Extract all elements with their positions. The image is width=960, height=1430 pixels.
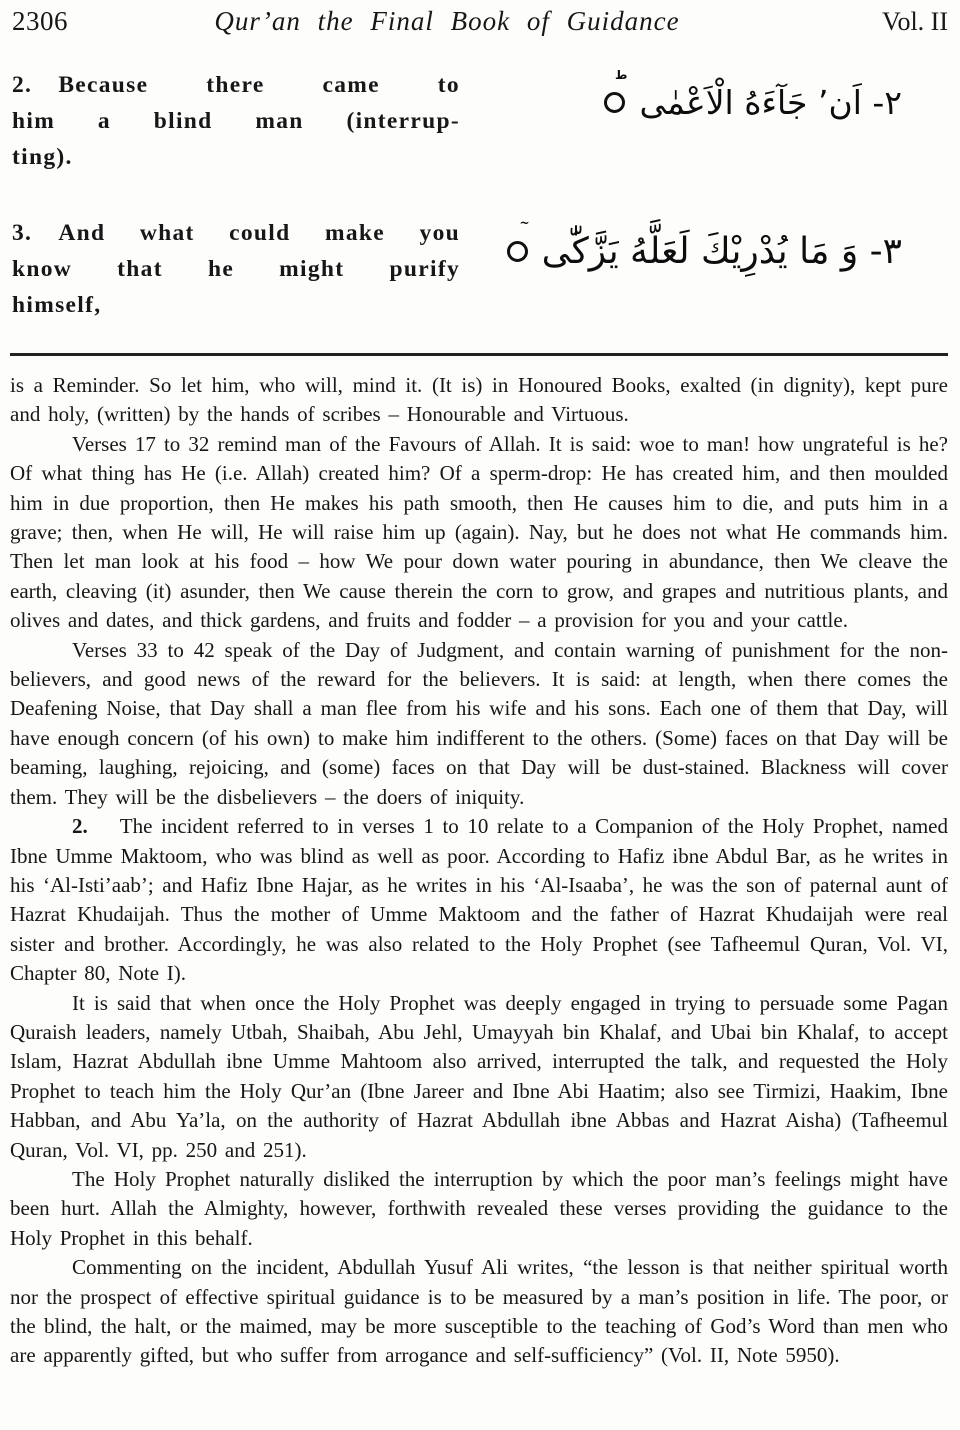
verse-3-arabic [507, 216, 948, 272]
verse-line: ting). [12, 144, 73, 170]
paragraph-text: The Holy Prophet naturally disliked the interruption by which the poor man’s feelings might have been hurt. Allah the Almighty, however, forthwith revealed these verses providing the guidance to the Holy Prophet in this behalf. [10, 1166, 948, 1250]
paragraph-text: Verses 33 to 42 speak of the Day of Judgment, and contain warning of punishment for the non-believers, and good news of the reward for the believers. It is said: at length, when there comes the Deafening Noise, that Day shall a man flee from his wife and his sons. Each one of them that Day, will have enough concern (of his own) to make him indifferent to the others. (Some) faces on that Day will be beaming, laughing, rejoicing, and (some) faces on that Day will be dust-stained. Blackness will cover them. They will be the disbelievers – the doers of iniquity. [10, 637, 948, 809]
waqf-mark: ط [614, 68, 628, 82]
ayah-ring-icon [507, 241, 528, 262]
paragraph [10, 371, 948, 430]
book-title: Qur’an the Final Book of Guidance [214, 6, 680, 36]
verse-line: know that he might purify [12, 256, 460, 282]
note-number: 2. [72, 814, 88, 839]
verse-line: himself, [12, 292, 102, 318]
ayah-ring-icon [604, 92, 625, 113]
paragraph-text: is a Reminder. So let him, who will, mind it. (It is) in Honoured Books, exalted (in dignity), kept pure and holy, (written) by the hands of scribes – Honourable and Virtuous. [10, 373, 948, 427]
verse-row-3 [0, 215, 960, 323]
paragraph [10, 1165, 948, 1253]
verse-2-arabic [604, 68, 948, 122]
ayah-end-icon [507, 216, 530, 272]
paragraph [10, 812, 948, 988]
paragraph [10, 989, 948, 1165]
verse-line: him a blind man (interrup- [12, 108, 460, 134]
paragraph-text: The incident referred to in verses 1 to 10 relate to a Companion of the Holy Prophet, named Ibne Umme Maktoom, who was blind as well as poor. According to Hafiz ibne Abdul Bar, as he writes in his ‘Al-Isti’aab’; and Hafiz Ibne Hajar, as he writes in his ‘Al-Isaaba’, he was the son of paternal aunt of Hazrat Khudaijah. Thus the mother of Umme Maktoom and the father of Hazrat Khudaijah were real sister and brother. Accordingly, he was also related to the Holy Prophet (see Tafheemul Quran, Vol. VI, Chapter 80, Note I). [10, 814, 948, 986]
paragraph [10, 430, 948, 636]
verse-2-english [12, 67, 460, 175]
volume-label: Vol. II [882, 7, 948, 36]
page-number: 2306 [12, 6, 68, 36]
verse-3-english [12, 215, 460, 323]
verse-row-2 [0, 67, 960, 175]
waqf-mark: ~ [519, 216, 530, 230]
arabic-text: ٣- وَ مَا يُدْرِيْكَ لَعَلَّهُ يَزَّكّٰى [541, 231, 902, 272]
paragraph-text: Verses 17 to 32 remind man of the Favours of Allah. It is said: woe to man! how ungrateful is he? Of what thing has He (i.e. Allah) created him? Of a sperm-drop: He has created him, and then moulded him in due proportion, then He makes his path smooth, then He causes him to die, and puts him in a grave; then, when He will, He will raise him up (again). Nay, but he does not what He commands him. Then let man look at his food – how We pour down water pouring in abundance, then We cleave the earth, cleaving (it) asunder, then We cause therein the corn to grow, and grapes and nutritious plants, and olives and dates, and thick gardens, and fruits and fodder – a provision for you and your cattle. [10, 431, 948, 633]
paragraph-text: Commenting on the incident, Abdullah Yusuf Ali writes, “the lesson is that neither spiritual worth nor the prospect of effective spiritual guidance is to be measured by a man’s position in life. The poor, or the blind, the halt, or the maimed, may be more susceptible to the teaching of God’s Word than men who are apparently gifted, but who suffer from arrogance and self-sufficiency” (Vol. II, Note 5950). [10, 1255, 948, 1368]
arabic-text: ٢- اَنʼ جَآءَهُ الْاَعْمٰى [639, 83, 902, 122]
ayah-end-icon [604, 68, 628, 122]
paragraph [10, 636, 948, 812]
paragraph-text: It is said that when once the Holy Prophet was deeply engaged in trying to persuade some Pagan Quraish leaders, namely Utbah, Shaibah, Abu Jehl, Umayyah bin Khalaf, and Ubai bin Khalaf, to accept Islam, Hazrat Abdullah ibne Umme Mahtoom also arrived, interrupted the talk, and requested the Holy Prophet to teach him the Holy Qur’an (Ibne Jareer and Ibne Abi Haatim; also see Tirmizi, Haakim, Ibne Habban, and Abu Ya’la, on the authority of Hazrat Abdullah ibne Abbas and Hazrat Aisha) (Tafheemul Quran, Vol. VI, pp. 250 and 251). [10, 990, 948, 1162]
paragraph [10, 1253, 948, 1371]
verse-line: 2. Because there came to [12, 72, 460, 98]
commentary-body [0, 356, 960, 1371]
verse-line: 3. And what could make you [12, 220, 460, 246]
page-header [0, 0, 960, 37]
